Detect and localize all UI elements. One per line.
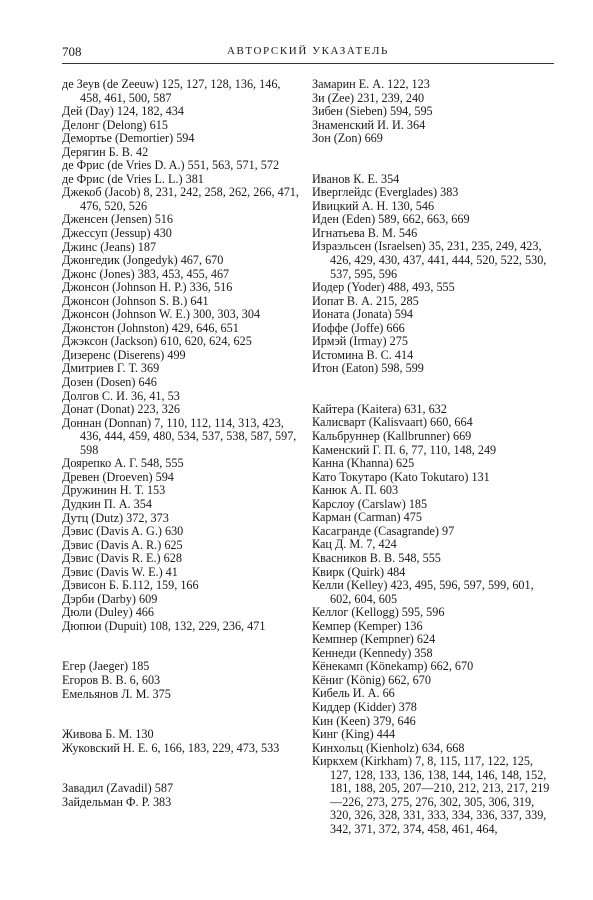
index-entry: Дэвис (Davis R. E.) 628 xyxy=(62,551,182,566)
index-entry: Зи (Zee) 231, 239, 240 xyxy=(312,90,425,105)
index-entry: Джонсон (Johnson W. E.) 300, 303, 304 xyxy=(62,307,261,322)
index-entry: Иодер (Yoder) 488, 493, 555 xyxy=(312,280,455,295)
index-entry: Долгов С. И. 36, 41, 53 xyxy=(62,388,180,403)
index-entry: Дэвис (Davis A. R.) 625 xyxy=(62,537,183,552)
index-entry: Емельянов Л. М. 375 xyxy=(62,686,171,701)
index-entry: Дэрби (Darby) 609 xyxy=(62,591,158,606)
index-entry: де Фрис (de Vries D. A.) 551, 563, 571, 572 xyxy=(62,158,280,173)
index-entry: Дэвисон Б. Б.112, 159, 166 xyxy=(62,578,199,593)
index-entry: Дерягин Б. В. 42 xyxy=(62,144,149,159)
index-entry: Джонсон (Johnson H. P.) 336, 516 xyxy=(62,280,233,295)
index-entry: Дудкин П. А. 354 xyxy=(62,496,152,511)
index-entry: Ирмэй (Irmay) 275 xyxy=(312,334,408,349)
index-entry: Знаменский И. И. 364 xyxy=(312,117,426,132)
index-entry: Зайдельман Ф. Р. 383 xyxy=(62,794,172,809)
index-entry: Израэльсен (Israelsen) 35, 231, 235, 249, 423, 426, 429, 430, 437, 441, 444, 520, 522, 530, 537, 595, 596 xyxy=(312,239,547,281)
index-entry: Живова Б. М. 130 xyxy=(62,727,154,742)
index-entry: Доннан (Donnan) 7, 110, 112, 114, 313, 423, 436, 444, 459, 480, 534, 537, 538, 587, 597, 598 xyxy=(62,415,297,457)
index-entry: Кемпер (Kemper) 136 xyxy=(312,618,423,633)
index-entry: Дизеренс (Diserens) 499 xyxy=(62,347,186,362)
index-entry: Като Токутаро (Kato Tokutaro) 131 xyxy=(312,469,490,484)
index-entry: Кёнекамп (Könekamp) 662, 670 xyxy=(312,659,474,674)
index-entry: Зон (Zon) 669 xyxy=(312,131,383,146)
index-entry: Джинс (Jeans) 187 xyxy=(62,239,157,254)
section-gap xyxy=(312,146,552,173)
index-entry: Кин (Keen) 379, 646 xyxy=(312,713,416,728)
index-entry: Киркхем (Kirkham) 7, 8, 115, 117, 122, 125, 127, 128, 133, 136, 138, 144, 146, 148, 152, 181, 188, 205, 207—210, 212, 213, 217, 219—226, 273, 275, 276, 302, 305, 306, 319, 320, 326, 328, 331, 333, 334, 336, 337, 339, 342, 371, 372, 374, 458, 461, 464, xyxy=(312,754,550,836)
index-entry: Карслоу (Carslaw) 185 xyxy=(312,496,428,511)
index-entry: Егер (Jaeger) 185 xyxy=(62,659,150,674)
index-entry: Квирк (Quirk) 484 xyxy=(312,564,406,579)
running-title: АВТОРСКИЙ УКАЗАТЕЛЬ xyxy=(227,45,389,57)
index-entry: Демортье (Demortier) 594 xyxy=(62,131,195,146)
index-entry: Кеннеди (Kennedy) 358 xyxy=(312,645,433,660)
index-entry: Кибель И. А. 66 xyxy=(312,686,395,701)
index-entry: Кац Д. М. 7, 424 xyxy=(312,537,397,552)
page-number: 708 xyxy=(62,44,82,59)
index-entry: де Фрис (de Vries L. L.) 381 xyxy=(62,171,204,186)
index-entry: Карман (Carman) 475 xyxy=(312,510,422,525)
index-entry: Дутц (Dutz) 372, 373 xyxy=(62,510,169,525)
index-entry: Джонгедик (Jongedyk) 467, 670 xyxy=(62,253,224,268)
index-entry: Джэксон (Jackson) 610, 620, 624, 625 xyxy=(62,334,252,349)
index-entry: Зибен (Sieben) 594, 595 xyxy=(312,104,433,119)
index-entry: Джекоб (Jacob) 8, 231, 242, 258, 262, 266, 471, 476, 520, 526 xyxy=(62,185,299,213)
index-entry: Кинг (King) 444 xyxy=(312,727,396,742)
index-entry: Замарин Е. А. 122, 123 xyxy=(312,77,430,91)
index-entry: Дэвис (Davis A. G.) 630 xyxy=(62,524,184,539)
index-entry: Дмитриев Г. Т. 369 xyxy=(62,361,160,376)
section-gap xyxy=(62,633,302,660)
index-entry: Касагранде (Casagrande) 97 xyxy=(312,523,455,538)
index-entry: Донат (Donat) 223, 326 xyxy=(62,402,181,417)
index-entry: Джонсон (Johnson S. B.) 641 xyxy=(62,293,209,308)
index-entry: Канюк А. П. 603 xyxy=(312,483,399,498)
index-entry: Дюпюи (Dupuit) 108, 132, 229, 236, 471 xyxy=(62,618,266,633)
index-entry: Ивицкий А. Н. 130, 546 xyxy=(312,198,435,213)
index-entry: Кёниг (König) 662, 670 xyxy=(312,672,431,687)
index-column-right xyxy=(312,78,552,836)
index-entry: Иопат В. А. 215, 285 xyxy=(312,293,419,308)
index-entry: Игнатьева В. М. 546 xyxy=(312,225,418,240)
index-entry: Квасников В. В. 548, 555 xyxy=(312,550,441,565)
index-entry: Кайтера (Kaitera) 631, 632 xyxy=(312,401,447,416)
index-column-left xyxy=(62,78,302,809)
index-entry: Джонс (Jones) 383, 453, 455, 467 xyxy=(62,266,230,281)
index-entry: Иден (Eden) 589, 662, 663, 669 xyxy=(312,212,470,227)
index-entry: Иванов К. Е. 354 xyxy=(312,171,400,186)
section-gap xyxy=(62,755,302,782)
page-header xyxy=(62,41,554,63)
index-entry: Калисварт (Kalisvaart) 660, 664 xyxy=(312,415,473,430)
section-gap xyxy=(312,376,552,403)
index-entry: Дюли (Duley) 466 xyxy=(62,605,154,620)
index-entry: Иоффе (Joffe) 666 xyxy=(312,320,405,335)
index-entry: Дженсен (Jensen) 516 xyxy=(62,212,173,227)
index-entry: Келлог (Kellogg) 595, 596 xyxy=(312,605,445,620)
index-entry: де Зеув (de Zeeuw) 125, 127, 128, 136, 146, 458, 461, 500, 587 xyxy=(62,77,281,105)
index-entry: Завадил (Zavadil) 587 xyxy=(62,781,174,796)
index-entry: Келли (Kelley) 423, 495, 596, 597, 599, 601, 602, 604, 605 xyxy=(312,578,534,606)
index-entry: Кемпнер (Kempner) 624 xyxy=(312,632,436,647)
index-entry: Дозен (Dosen) 646 xyxy=(62,375,157,390)
index-entry: Ионата (Jonata) 594 xyxy=(312,307,414,322)
section-gap xyxy=(62,701,302,728)
index-entry: Дей (Day) 124, 182, 434 xyxy=(62,104,184,119)
index-entry: Истомина В. С. 414 xyxy=(312,347,414,362)
index-entry: Древен (Droeven) 594 xyxy=(62,469,174,484)
index-entry: Кальбруннер (Kallbrunner) 669 xyxy=(312,429,472,444)
index-entry: Доярепко А. Г. 548, 555 xyxy=(62,456,184,471)
index-entry: Дэвис (Davis W. E.) 41 xyxy=(62,564,178,579)
index-entry: Итон (Eaton) 598, 599 xyxy=(312,361,424,376)
index-entry: Кинхольц (Kienholz) 634, 668 xyxy=(312,740,465,755)
index-entry: Егоров В. В. 6, 603 xyxy=(62,672,161,687)
index-entry: Джессуп (Jessup) 430 xyxy=(62,226,172,241)
index-entry: Иверглейдс (Everglades) 383 xyxy=(312,185,459,200)
index-entry: Жуковский Н. Е. 6, 166, 183, 229, 473, 533 xyxy=(62,740,280,755)
index-entry: Киддер (Kidder) 378 xyxy=(312,699,417,714)
index-entry: Джонстон (Johnston) 429, 646, 651 xyxy=(62,320,239,335)
index-entry: Делонг (Delong) 615 xyxy=(62,117,168,132)
index-entry: Дружинин Н. Т. 153 xyxy=(62,483,166,498)
header-rule xyxy=(62,63,554,64)
index-entry: Канна (Khanna) 625 xyxy=(312,456,415,471)
index-entry: Каменский Г. П. 6, 77, 110, 148, 249 xyxy=(312,442,497,457)
